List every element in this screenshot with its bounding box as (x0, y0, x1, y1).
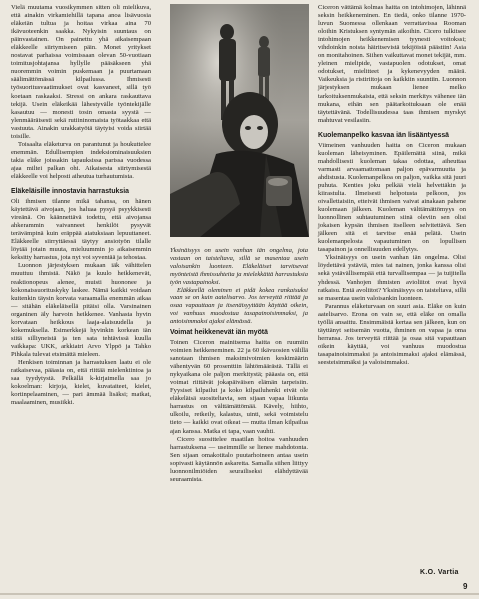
paragraph: Oli ihmisen tilanne mikä tahansa, on hänen käytettävä aivojaan, jos haluaa pysyä psyykkisesti vireänä. On käännettävä todettu, että aivojansa ahkerammin vaivanneet henkilöt pysyvät terävämpinä kuin eräppää aiatuksiaan lepuuttaneet. Eläkkeelle siirryttäessä täytyy ansiotyön tilalle löytää jotain muuta, mieluummin jo aikaisemmin keksitty harrastus, jota nyt voi syventää ja tehostaa. (11, 198, 151, 262)
paragraph: Toisaalta eläketurva on parantunut ja houkuttelee enemmän. Edullisempien indeksiominaisuuksien takia eläke joissakin tapauksissa parissa vuodessa ajaa miltei palkan ohi. Aikaisesta siirtymisestä eläkkeelle voi helposti aiheutua turhautumista. (11, 140, 151, 180)
article-photo (170, 4, 309, 237)
paragraph: Yksinäisyys on usein vanhan iän ongelma. Olisi löydettävä ystäviä, mies tai nainen, jonka kanssa olisi sekä ystävällisempää että turvallisempaa — ja tuijitella yhdessä. Vanhojen ihmisten avioliitot ovat hyvä ratkaisu. Entä avoliitot? Yksinäisyys on taisteltava, sillä se masentaa usein valoisankin luonteen. (318, 254, 466, 302)
article-column-3 (318, 4, 466, 367)
paragraph: Viimeinen vanhuuden haitta on Ciceron mukaan kuoleman läheisyminen. Epäilemättä siinä, mikä mahdollisesti kuoleman takaa odottaa, aiheuttaa varmasti arvaamattomaan paljon epävarmuutta ja ahdistusta. Kuolemanpelkoa on paljon, vaikka sitä juuri puhuta. Kenties joku pelkää vielä helvettäkin ja kiirastulta. Ilmeisesti helpotusta pelkoon, jos oivallettaisiin, etteivät ihmisen vaivat ainakaan pahene kuolemaan jälkeen. Kuoleman välttämättömyys on luonnollinen suhtautuminen siinä oleviin sen olisi jokaisen kypsän ihmisen itselleen selvitettävä. Sen jälkeen sitä ei tarvitse enää pelätä. Usein kuolemanpelosta vapautuminen on lopullisen tasapainon ja onnellisuuden edellytys. (318, 141, 466, 254)
paragraph: Henkisen toiminnan ja harrastuksen laatu ei ole ratkaisevaa, pääasia on, että riittää mielenkiintoa ja saa tyydytystä. Pelkällä k-kirjaimella saa jo kokoelman: kirjoja, kielet, kuvataiteet, kielet, kortinpelaaminen, — pari ämmää lisäksi; matkat, maalaaminen, musiikki. (11, 358, 151, 407)
caption-paragraph: Eläkkeellä oleminen ei pidä kokea rankaisuksi vaan se on kuin aatelisarvo. Jos terveyttä riittää ja osaa vapauttaan ja itsenäisyyttään käyttää oikein, voi vanhuus muodostua tasapainoisimmaksi, ja antoisimmaksi ajaksi elämässä. (170, 286, 308, 326)
paragraph: Cicero suosittelee maatilan hoitoa vanhuuden harrastuksena — useimmille se lienee mahdotonta. Sen sijaan omakotitalo puutarhoineen antaa usein sopivasti käytännön askaretta. Samalla siihen liittyy luonnonilmiöiden seurailiseksi elähdyttävää seuraamista. (170, 435, 308, 483)
article-column-1 (11, 4, 151, 407)
photo-caption (170, 247, 308, 326)
author-signature: K.O. Vartia (420, 569, 459, 576)
paragraph: Luonnon järjestyksen mukaan iäk vähittelen muuttuu ihmistä. Näkö ja kuulo heikkenevät, reaktionopeus alenee, muisti huononee ja kokonaissuorituskyky laskee. Nämä kaikki voidaan kuitenkin täysin korvata varaamalla enemmän aikaa — sitähän eläkeläisellä pitäisi olla. Varsinainen organinen äly harvoin heikkenee. Vanhasta hyvin korvataan heikkous laaja-alaisuudella ja kokemuksella. Esimerkkejä hyvinkin korkean iän siitä silliyneistä ja ten sata tehtävissä kuulla vaikkapa: UKK, arkkiatri Arvo Ylppö ja Tahko Pihkala tulevat etsimättä mieleen. (11, 262, 151, 358)
paragraph: Toinen Ciceron mainitsema haitta on ruumiin voimien heikkeneminen. 22 ja 60 ikävuosien välillä sanotaan ihmisen maksimivoimien keskimäärin vähentyvän 60 prosenttiin lähtömäärästä. Tällä ei nykyaikana ole paljon merkitystä; pääasia on, että voimat riittävät jokapäiväisen elämän tarpeisiin. Fyysiset kilpailut ja koko kilpailuhenki eivät ole eläkeläisä suositeltavia, sen sijaan vapaa liikunta harrastus on välttämättömää. Kävely, hiihto, ulkoilu, retkeily, kalastus, uinti, sekä voimistelu tieto — kaikki ovat oikeat — mutta ilman kilpailua ajan kanssa. Matka ei tapa, vaan vauhti. (170, 339, 308, 435)
caption-paragraph: Yksinäisyys on usein vanhan iän ongelma, jota vastaan on taisteltava, sillä se masentaa usein valoisankin luonteen. Eläkeläiset tarvitsevat myönteistä ihmissuhteita ja mielekkäitä harrastuksia työn vastapainoksi. (170, 247, 308, 286)
photo-elderly-woman-street (170, 4, 309, 237)
bottom-rule (0, 593, 479, 595)
section-heading: Kuolemanpelko kasvaa iän lisääntyessä (318, 131, 449, 139)
section-heading: Eläkeläisille innostavia harrastuksia (11, 188, 129, 196)
article-column-2 (170, 322, 308, 484)
page-number: 9 (463, 582, 468, 591)
paragraph: Parannus eläketurvaan on suuri asia. Eläke on kuin aatelisarvo. Erona on vain se, että eläke on omalla työllä ansaittu. Ensimmäistä kertaa sen jälkeen, kun on täyttänyt seitsemän vuotta, ihminen on vapaa ja oma herransa. Jos terveyttä riittää ja osaa sitä vapauttaan oikein käyttää, voi vanhuus muodostua tasapainoisimmaksi ja antoisimmaksi ajaksi elämässä, seesteisimmäksi ja valoisimmaksi. (318, 302, 466, 366)
paragraph: Vielä muutama vuosikymmen sitten oli mielikuva, että ainakin virkamiehillä tapana anoa lisävuosia eläkeiän tultua ja hoitaa virkaa aina 70 ikävuoteenkin saakka. Nykyisin suuntaus on päinvastainen. On painettu yhä aikaisempaan eläkkeelle siirtymiseen päin. Monet yritykset nostavat parhaissa voimissaan olevan 50-vuotiaan toimitusjohtajansa hyllylle pääsäkseen yhä nuoremmin voimin puskemaan ja puurtamaan säälimättömässä kilpailussa. Ihmisesti työsuoritusvaatimukset ovat kasvaneet, sillä työ koetaan raskaaksi. Stressi on ankara raskauttava tekijä. Usein eläkeikää lähestyvälle työntekijälle kasautuu — monesti tosin omasta syystä — ylenmääräisesti sekä rutiininomaista työtaakkaa että vastuuta. Ainakin urakkatyötä täytyisi voida siirtää toisille. (11, 4, 151, 140)
paragraph: Ciceron vättämä kolmas haitta on intohimojen, lähinnä seksin heikkeneminen. En tiedä, onko tilanne 1970-luvun Suomessa ollenkaan verrattavissa Rooman oloihin Kristuksen syntymän aikoihin. Cicero tulkitsee intohimojen heikkenemisen tyynesti voitokssi; vihdoinkin noista häiritsevistä tekijöistä päästiin! Asia on monitahoinen. Siihen vaikuttavat monet tekijät, mm. yleinen mielipide, vastapuolen odotukset, omat odotukset, mielitteet ja kykenevyyden määrä. Vaikeuksia ja ristiriitoja on kaikkiin suuntiin. Luonnon järjestyksen mukaan lienee melko tarkoituksenmukaista, että seksin merkitys vähenee iän mukana, eihän sen päätarkoituksaan ole enää täytettävänä. Todellisuudessa taas ihmisen myrskyt mahtuvat vesilasiin. (318, 4, 466, 124)
section-heading: Voimat heikkenevät iän myötä (170, 329, 268, 336)
